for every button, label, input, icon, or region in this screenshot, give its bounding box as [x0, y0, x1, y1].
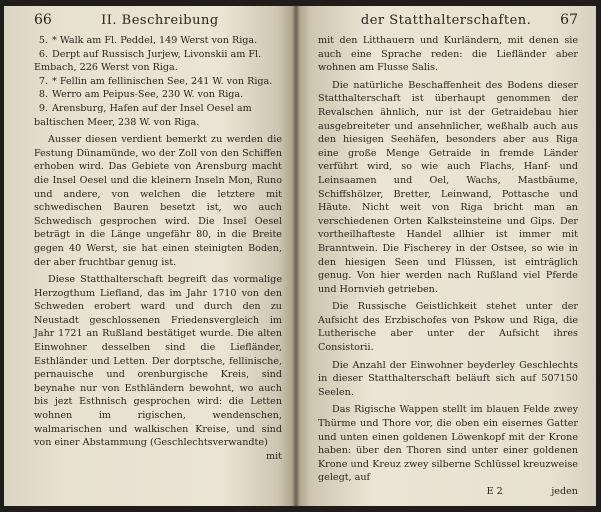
paragraph: Ausser diesen verdient bemerkt zu werden die Festung Dünamünde, wo der Zoll von den Schiffen erhoben wird. Das Gebiete von Arensburg macht die Insel Oesel und die kleinern Inseln Mon, Runo und andere, von welchen die letztere mit schwedischen Bauren besetzt ist, wo auch Schwedisch gesprochen wird. Die Insel Oesel beträgt in die Länge ungefähr 80, in die Breite gegen 40 Werst, sie hat einen steinigten Boden, der aber fruchtbar genug ist.: [34, 134, 282, 268]
right-page: [296, 6, 596, 506]
right-page-number: 67: [560, 12, 578, 28]
list-item: 8. Werro am Peipus-See, 230 W. von Riga.: [38, 89, 244, 101]
list-item: 7. * Fellin am fellinischen See, 241 W. von Riga.: [38, 75, 273, 87]
paragraph: Die Russische Geistlichkeit stehet unter der Aufsicht des Erzbischofes von Pskow und Riga, die Lutherische aber unter der Aufsicht ihres Consistorii.: [318, 301, 578, 354]
paragraph: Das Rigische Wappen stellt im blauen Felde zwey Thürme und Thore vor, die oben ein eisernes Gatter und unten einen goldenen Löwenkopf mit der Krone haben: über den Thoren sind unter einer goldenen Krone und Kreuz zwey silberne Schlüssel kreuzweise gelegt, auf: [318, 404, 578, 484]
list-item: 6. Derpt auf Russisch Jurjew, Livonskii am Fl. Embach, 226 Werst von Riga.: [34, 48, 262, 74]
paragraph: Die natürliche Beschaffenheit des Bodens dieser Statthalterschaft ist überhaupt genommen der Revalschen ähnlich, nur ist der Getraidebau hier ausgebreiteter und ansehnlicher, weßhalb auch aus den hiesigen Seehäfen, besonders aber aus Riga eine große Menge Getraide in fremde Länder verführt wird, so wie auch Flachs, Hanf- und Leinsaamen und Oel, Wachs, Mastbäume, Schiffshölzer, Bretter, Leinwand, Pottasche und Häute. Nicht weit von Riga bricht man an verschiedenen Orten Kalksteinsteine und Gips. Der vortheilhafteste Handel allhier ist immer mit Branntwein. Die Fischerey in der Ostsee, so wie in den hiesigen Seen und Flüssen, ist einträglich genug. Von hier werden nach Rußland viel Pferde und Hornvieh getrieben.: [318, 79, 578, 295]
right-page-header: [318, 12, 578, 28]
left-page: [4, 6, 296, 506]
book-gutter: [292, 6, 300, 506]
right-running-head: der Statthalterschaften.: [360, 13, 532, 28]
left-running-head: II. Beschreibung: [101, 13, 219, 28]
catchword: mit: [265, 450, 282, 462]
catchword: jeden: [551, 486, 578, 497]
city-list: [34, 34, 282, 129]
left-page-number: 66: [34, 12, 52, 28]
left-footer: [34, 450, 282, 464]
left-page-header: [34, 12, 282, 28]
paragraph: Diese Statthalterschaft begreift das vormalige Herzogthum Liefland, das im Jahr 1710 von den Schweden erobert ward und durch den zu Neustadt geschlossenen Friedensvergleich im Jahr 1721 an Rußland bestätiget wurde. Die alten Einwohner desselben sind die Liefländer, Esthländer und Letten. Der dorptsche, fellinische, pernauische und orenburgische Kreis, sind beynahe nur von Esthländern bewohnt, wo auch bis jezt Esthnisch gesprochen wird: die Letten wohnen im rigischen, wendenschen, walmarischen und walkischen Kreise, und sind von einer Abstammung (Geschlechtsverwandte): [34, 274, 282, 449]
paragraph: Die Anzahl der Einwohner beyderley Geschlechts in dieser Statthalterschaft beläuft sich auf 507150 Seelen.: [318, 359, 578, 398]
paragraph: mit den Litthauern und Kurländern, mit denen sie auch eine Sprache reden: die Liefländer aber wohnen am Flusse Salis.: [318, 35, 578, 74]
signature-mark: E 2: [486, 486, 503, 497]
right-footer: [318, 485, 578, 499]
list-item: 9. Arensburg, Hafen auf der Insel Oesel am baltischen Meer, 238 W. von Riga.: [34, 102, 252, 128]
list-item: 5. * Walk am Fl. Peddel, 149 Werst von Riga.: [38, 35, 258, 46]
